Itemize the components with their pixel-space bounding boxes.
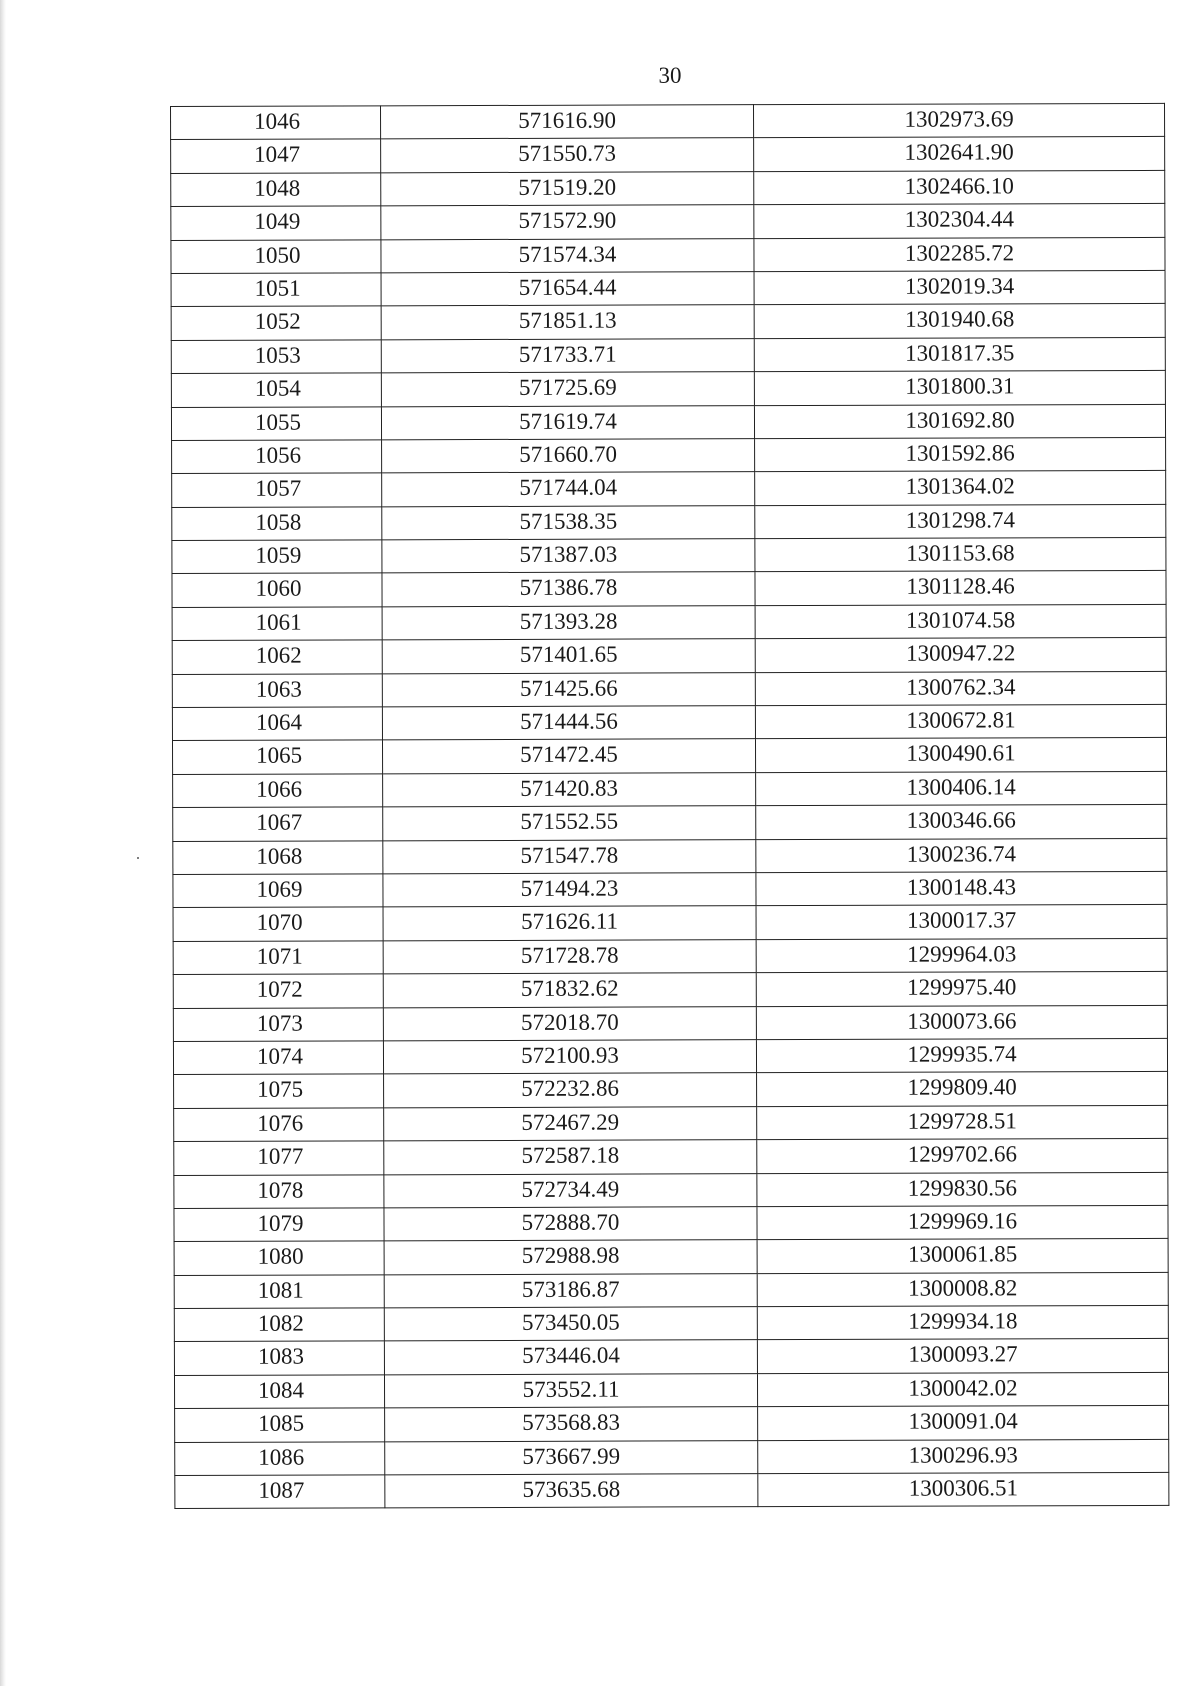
table-row (172, 437, 1166, 474)
x-coordinate-cell: 571728.78 (383, 939, 756, 974)
point-id-cell: 1085 (175, 1408, 385, 1442)
x-coordinate-cell: 571401.65 (382, 639, 755, 674)
x-coordinate-cell: 571519.20 (381, 171, 754, 206)
x-coordinate-cell: 571386.78 (382, 572, 755, 607)
scan-speck (137, 857, 139, 859)
point-id-cell: 1082 (174, 1308, 384, 1342)
y-coordinate-cell: 1300762.34 (755, 671, 1166, 706)
table-row (172, 638, 1166, 675)
point-id-cell: 1072 (173, 974, 383, 1008)
point-id-cell: 1076 (174, 1108, 384, 1142)
point-id-cell: 1077 (174, 1141, 384, 1175)
x-coordinate-cell: 571420.83 (383, 772, 756, 807)
x-coordinate-cell: 572467.29 (384, 1106, 757, 1141)
point-id-cell: 1073 (173, 1007, 383, 1041)
table-row (173, 805, 1167, 842)
table-row (172, 704, 1166, 741)
y-coordinate-cell: 1301692.80 (754, 404, 1165, 439)
point-id-cell: 1054 (171, 373, 381, 407)
y-coordinate-cell: 1299964.03 (756, 938, 1167, 973)
x-coordinate-cell: 572734.49 (384, 1173, 757, 1208)
table-row (174, 1272, 1168, 1309)
y-coordinate-cell: 1299935.74 (756, 1038, 1167, 1073)
table-row (174, 1339, 1168, 1376)
table-row (173, 1005, 1167, 1042)
y-coordinate-cell: 1300296.93 (758, 1439, 1169, 1474)
x-coordinate-cell: 573635.68 (385, 1474, 758, 1509)
y-coordinate-cell: 1299728.51 (757, 1105, 1168, 1140)
table-row (173, 1038, 1167, 1075)
x-coordinate-cell: 571547.78 (383, 839, 756, 874)
y-coordinate-cell: 1300073.66 (756, 1005, 1167, 1040)
x-coordinate-cell: 572232.86 (384, 1073, 757, 1108)
point-id-cell: 1053 (171, 340, 381, 374)
y-coordinate-cell: 1301128.46 (755, 571, 1166, 606)
table-row (175, 1472, 1169, 1509)
y-coordinate-cell: 1300061.85 (757, 1239, 1168, 1274)
y-coordinate-cell: 1300008.82 (757, 1272, 1168, 1307)
point-id-cell: 1059 (172, 540, 382, 574)
x-coordinate-cell: 573667.99 (385, 1440, 758, 1475)
table-row (172, 537, 1166, 574)
table-row (174, 1205, 1168, 1242)
x-coordinate-cell: 573568.83 (385, 1407, 758, 1442)
table-row (175, 1439, 1169, 1476)
y-coordinate-cell: 1301298.74 (755, 504, 1166, 539)
table-row (173, 871, 1167, 908)
y-coordinate-cell: 1300017.37 (756, 905, 1167, 940)
x-coordinate-cell: 571851.13 (381, 305, 754, 340)
x-coordinate-cell: 571552.55 (383, 806, 756, 841)
point-id-cell: 1083 (174, 1341, 384, 1375)
table-row (174, 1072, 1168, 1109)
x-coordinate-cell: 571472.45 (382, 739, 755, 774)
point-id-cell: 1047 (171, 139, 381, 173)
point-id-cell: 1046 (171, 106, 381, 140)
table-row (172, 504, 1166, 541)
y-coordinate-cell: 1299702.66 (757, 1138, 1168, 1173)
table-row (172, 604, 1166, 641)
y-coordinate-cell: 1300947.22 (755, 638, 1166, 673)
y-coordinate-cell: 1300306.51 (758, 1472, 1169, 1507)
point-id-cell: 1048 (171, 173, 381, 207)
x-coordinate-cell: 571744.04 (382, 472, 755, 507)
x-coordinate-cell: 571725.69 (381, 372, 754, 407)
y-coordinate-cell: 1300042.02 (757, 1372, 1168, 1407)
table-row (171, 170, 1165, 207)
point-id-cell: 1051 (171, 273, 381, 307)
point-id-cell: 1050 (171, 239, 381, 273)
x-coordinate-cell: 571660.70 (382, 439, 755, 474)
point-id-cell: 1052 (171, 306, 381, 340)
table-row (173, 905, 1167, 942)
table-row (173, 771, 1167, 808)
table-row (173, 938, 1167, 975)
table-row (172, 571, 1166, 608)
table-row (171, 370, 1165, 407)
point-id-cell: 1064 (172, 707, 382, 741)
x-coordinate-cell: 571619.74 (381, 405, 754, 440)
table-row (173, 838, 1167, 875)
x-coordinate-cell: 573450.05 (384, 1307, 757, 1342)
y-coordinate-cell: 1300346.66 (756, 805, 1167, 840)
point-id-cell: 1071 (173, 941, 383, 975)
point-id-cell: 1062 (172, 640, 382, 674)
y-coordinate-cell: 1300672.81 (755, 704, 1166, 739)
table-row (175, 1406, 1169, 1443)
table-row (172, 738, 1166, 775)
y-coordinate-cell: 1302019.34 (754, 270, 1165, 305)
x-coordinate-cell: 572888.70 (384, 1207, 757, 1242)
point-id-cell: 1065 (172, 740, 382, 774)
y-coordinate-cell: 1301153.68 (755, 537, 1166, 572)
x-coordinate-cell: 573552.11 (384, 1374, 757, 1409)
x-coordinate-cell: 571572.90 (381, 205, 754, 240)
y-coordinate-cell: 1302973.69 (753, 103, 1164, 138)
y-coordinate-cell: 1302285.72 (754, 237, 1165, 272)
point-id-cell: 1086 (175, 1441, 385, 1475)
x-coordinate-cell: 571425.66 (382, 672, 755, 707)
point-id-cell: 1063 (172, 673, 382, 707)
point-id-cell: 1074 (173, 1041, 383, 1075)
point-id-cell: 1080 (174, 1241, 384, 1275)
scan-edge (0, 0, 6, 1686)
page-number: 30 (658, 63, 682, 88)
y-coordinate-cell: 1301364.02 (755, 471, 1166, 506)
point-id-cell: 1069 (173, 874, 383, 908)
x-coordinate-cell: 571393.28 (382, 606, 755, 641)
point-id-cell: 1087 (175, 1475, 385, 1509)
y-coordinate-cell: 1299969.16 (757, 1205, 1168, 1240)
x-coordinate-cell: 571832.62 (383, 973, 756, 1008)
table-row (174, 1138, 1168, 1175)
point-id-cell: 1067 (173, 807, 383, 841)
point-id-cell: 1061 (172, 607, 382, 641)
y-coordinate-cell: 1299809.40 (757, 1072, 1168, 1107)
y-coordinate-cell: 1301800.31 (754, 370, 1165, 405)
x-coordinate-cell: 571626.11 (383, 906, 756, 941)
coordinate-table-body (171, 103, 1169, 1509)
table-row (171, 237, 1165, 274)
point-id-cell: 1081 (174, 1275, 384, 1309)
point-id-cell: 1068 (173, 840, 383, 874)
point-id-cell: 1075 (174, 1074, 384, 1108)
x-coordinate-cell: 573446.04 (384, 1340, 757, 1375)
coordinate-table (170, 103, 1169, 1510)
table-row (172, 671, 1166, 708)
y-coordinate-cell: 1301592.86 (755, 437, 1166, 472)
x-coordinate-cell: 571574.34 (381, 238, 754, 273)
y-coordinate-cell: 1300490.61 (755, 738, 1166, 773)
point-id-cell: 1078 (174, 1174, 384, 1208)
y-coordinate-cell: 1302304.44 (754, 204, 1165, 239)
y-coordinate-cell: 1300148.43 (756, 871, 1167, 906)
table-row (174, 1372, 1168, 1409)
y-coordinate-cell: 1301074.58 (755, 604, 1166, 639)
y-coordinate-cell: 1301940.68 (754, 304, 1165, 339)
x-coordinate-cell: 572587.18 (384, 1140, 757, 1175)
table-row (171, 337, 1165, 374)
table-row (171, 304, 1165, 341)
x-coordinate-cell: 572100.93 (383, 1040, 756, 1075)
table-row (173, 972, 1167, 1009)
y-coordinate-cell: 1302466.10 (754, 170, 1165, 205)
point-id-cell: 1066 (173, 774, 383, 808)
table-row (171, 404, 1165, 441)
point-id-cell: 1084 (174, 1375, 384, 1409)
x-coordinate-cell: 571616.90 (381, 105, 754, 140)
x-coordinate-cell: 571538.35 (382, 505, 755, 540)
x-coordinate-cell: 573186.87 (384, 1273, 757, 1308)
point-id-cell: 1049 (171, 206, 381, 240)
table-row (171, 103, 1165, 140)
y-coordinate-cell: 1301817.35 (754, 337, 1165, 372)
x-coordinate-cell: 572988.98 (384, 1240, 757, 1275)
x-coordinate-cell: 571654.44 (381, 272, 754, 307)
x-coordinate-cell: 571733.71 (381, 338, 754, 373)
point-id-cell: 1070 (173, 907, 383, 941)
table-row (174, 1105, 1168, 1142)
y-coordinate-cell: 1300093.27 (757, 1339, 1168, 1374)
table-row (174, 1172, 1168, 1209)
y-coordinate-cell: 1299934.18 (757, 1305, 1168, 1340)
point-id-cell: 1058 (172, 507, 382, 541)
x-coordinate-cell: 571550.73 (381, 138, 754, 173)
y-coordinate-cell: 1299975.40 (756, 972, 1167, 1007)
x-coordinate-cell: 571444.56 (382, 706, 755, 741)
table-row (174, 1305, 1168, 1342)
x-coordinate-cell: 572018.70 (383, 1006, 756, 1041)
point-id-cell: 1079 (174, 1208, 384, 1242)
table-row (171, 204, 1165, 241)
point-id-cell: 1057 (172, 473, 382, 507)
y-coordinate-cell: 1299830.56 (757, 1172, 1168, 1207)
y-coordinate-cell: 1300091.04 (758, 1406, 1169, 1441)
x-coordinate-cell: 571494.23 (383, 873, 756, 908)
table-row (172, 471, 1166, 508)
x-coordinate-cell: 571387.03 (382, 539, 755, 574)
y-coordinate-cell: 1300406.14 (756, 771, 1167, 806)
table-row (174, 1239, 1168, 1276)
y-coordinate-cell: 1300236.74 (756, 838, 1167, 873)
table-row (171, 137, 1165, 174)
point-id-cell: 1060 (172, 573, 382, 607)
table-row (171, 270, 1165, 307)
point-id-cell: 1055 (171, 406, 381, 440)
point-id-cell: 1056 (172, 440, 382, 474)
y-coordinate-cell: 1302641.90 (754, 137, 1165, 172)
